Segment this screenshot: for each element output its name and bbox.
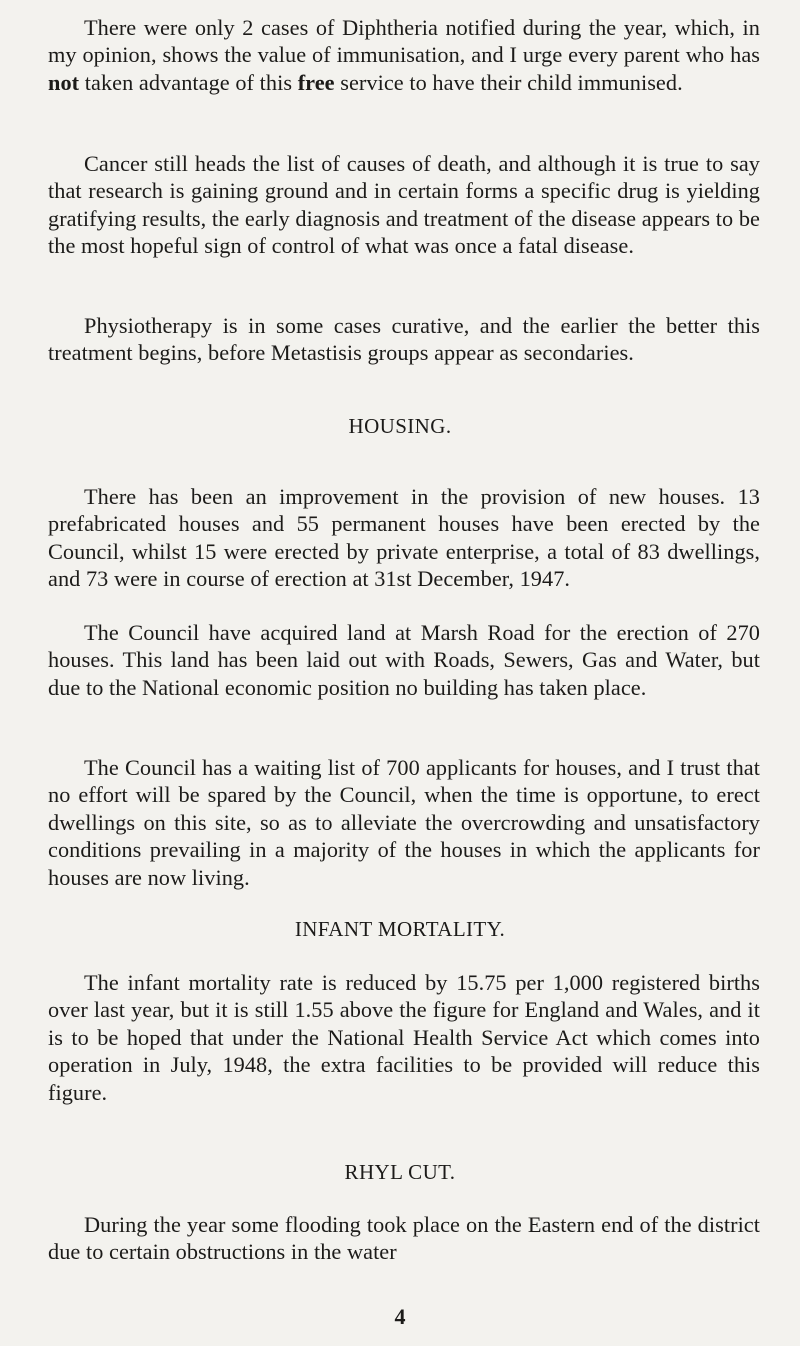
physiotherapy-paragraph: Physiotherapy is in some cases curative, and the earlier the better this treatment begins, before Metastisis groups appear as secondaries.: [48, 313, 760, 366]
housing-heading: HOUSING.: [348, 414, 452, 438]
diphtheria-text-1: There were only 2 cases of Diphtheria notified during the year, which, in my opinion, shows the value of immunisation, and I urge every parent who has: [48, 15, 760, 68]
cancer-paragraph: Cancer still heads the list of causes of death, and although it is true to say that research is gaining ground and in certain forms a specific drug is yielding gratifying results, the early diagnosis and treatment of the disease appears to be the most hopeful sign of control of what was once a fatal disease.: [48, 151, 760, 259]
infant-mortality-heading: INFANT MORTALITY.: [294, 917, 506, 941]
housing-paragraph-3: The Council has a waiting list of 700 applicants for houses, and I trust that no effort will be spared by the Council, when the time is opportune, to erect dwellings on this site, so as to alleviate the overcrowding and unsatisfactory conditions prevailing in a majority of the houses in which the applicants for houses are now living.: [48, 755, 760, 890]
diphtheria-text-2: taken advantage of this: [79, 69, 298, 95]
emphasis-not: not: [48, 69, 80, 95]
housing-paragraph-2: The Council have acquired land at Marsh Road for the erection of 270 houses. This land has been laid out with Roads, Sewers, Gas and Water, but due to the National economic position no building has taken place.: [48, 620, 760, 700]
rhyl-cut-paragraph: During the year some flooding took place on the Eastern end of the district due to certain obstructions in the water: [48, 1212, 760, 1265]
infant-mortality-paragraph: The infant mortality rate is reduced by 15.75 per 1,000 registered births over last year, but it is still 1.55 above the figure for England and Wales, and it is to be hoped that under the National Health Service Act which comes into operation in July, 1948, the extra facilities to be provided will reduce this figure.: [48, 970, 760, 1105]
housing-paragraph-1: There has been an improvement in the provision of new houses. 13 prefabricated houses and 55 permanent houses have been erected by the Council, whilst 15 were erected by private enterprise, a total of 83 dwellings, and 73 were in course of erection at 31st December, 1947.: [48, 484, 760, 592]
diphtheria-paragraph: [48, 14, 760, 96]
rhyl-cut-heading: RHYL CUT.: [344, 1160, 456, 1184]
emphasis-free: free: [297, 69, 335, 95]
diphtheria-text-3: service to have their child immunised.: [334, 69, 683, 95]
page-number: 4: [394, 1304, 406, 1329]
